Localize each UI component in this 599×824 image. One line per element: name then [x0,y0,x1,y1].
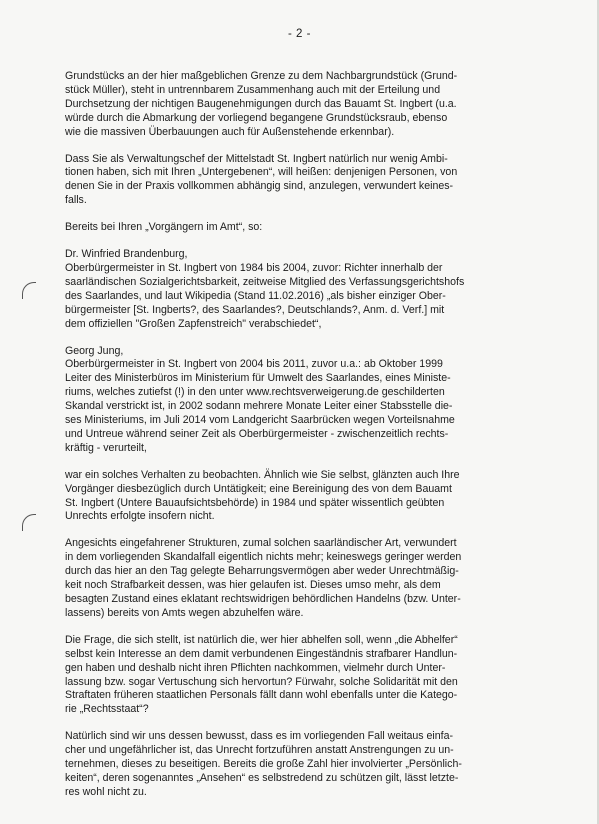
text-line: Leiter des Ministerbüros im Ministerium für Umwelt des Saarlandes, eines Ministe- [65,372,451,385]
document-body [65,70,545,800]
paragraph [65,345,545,456]
text-line: lassung bzw. sogar Vertuschung sich hervortun? Fürwahr, solche Solidarität mit den [65,675,458,688]
text-line: Natürlich sind wir uns dessen bewusst, dass es im vorliegenden Fall weitaus einfa- [65,730,454,743]
text-line: Die Frage, die sich stellt, ist natürlich die, wer hier abhelfen soll, wenn „die Abhelfer“ [65,633,458,646]
paragraph [65,153,545,209]
paragraph [65,730,545,800]
text-line: denen Sie in der Praxis vollkommen abhängig sind, anzulegen, verwundert keines- [65,180,454,193]
text-line: falls. [65,194,87,207]
text-line: cher und ungefährlicher ist, das Unrecht fortzuführen anstatt Anstrengungen zu un- [65,744,454,757]
text-line: ses Ministeriums, im Juli 2014 vom Landgericht Saarbrücken wegen Vorteilsnahme [65,414,455,427]
text-line: rie „Rechtsstaat“? [65,703,149,716]
text-line: des Saarlandes, und laut Wikipedia (Stand 11.02.2016) „als bisher einziger Ober- [65,289,446,302]
text-line: Oberbürgermeister in St. Ingbert von 2004 bis 2011, zuvor u.a.: ab Oktober 1999 [65,358,443,371]
page-number: - 2 - [288,28,311,40]
punch-hole-mark [22,282,36,299]
paragraph [65,70,545,140]
text-line: Unrechts erfolgte insofern nicht. [65,510,215,523]
text-line: war ein solches Verhalten zu beobachten. Ähnlich wie Sie selbst, glänzten auch Ihre [65,468,460,481]
text-line: Skandal verstrickt ist, in 2002 sodann mehrere Monate Leiter einer Stabsstelle die- [65,400,453,413]
text-line: Vorgänger diesbezüglich durch Untätigkeit; eine Bereinigung des von dem Bauamt [65,482,452,495]
text-line: und Untreue während seiner Zeit als Oberbürgermeister - zwischenzeitlich rechts- [65,427,449,440]
paragraph [65,248,545,331]
text-line: stück Müller), steht in untrennbarem Zusammenhang auch mit der Erteilung und [65,83,441,96]
text-line: durch das hier an den Tag gelegte Beharrungsvermögen aber weder Unrechtmäßig- [65,565,459,578]
text-line: dem offiziellen "Großen Zapfenstreich" verabschiedet“, [65,317,322,330]
text-line: Dass Sie als Verwaltungschef der Mittelstadt St. Ingbert natürlich nur wenig Ambi- [65,152,448,165]
text-line: Georg Jung, [65,344,124,357]
text-line: Bereits bei Ihren „Vorgängern im Amt“, so: [65,221,263,234]
text-line: Grundstücks an der hier maßgeblichen Grenze zu dem Nachbargrundstück (Grund- [65,70,458,82]
text-line: riums, welches zutiefst (!) in den unter www.rechtsverweigerung.de geschilderten [65,386,445,399]
text-line: wie die massiven Überbauungen auch für Außenstehende erkennbar). [65,125,395,138]
text-line: tionen haben, sich mit Ihren „Untergebenen“, will heißen: denjenigen Personen, von [65,166,458,179]
text-line: Oberbürgermeister in St. Ingbert von 1984 bis 2004, zuvor: Richter innerhalb der [65,261,443,274]
text-line: Angesichts eingefahrener Strukturen, zumal solchen saarländischer Art, verwundert [65,537,457,550]
paragraph [65,469,545,525]
text-line: St. Ingbert (Untere Bauaufsichtsbehörde) in 1984 und später wissentlich geübten [65,496,445,509]
text-line: Dr. Winfried Brandenburg, [65,248,188,261]
paragraph [65,634,545,717]
text-line: res wohl nicht zu. [65,785,147,798]
text-line: ternehmen, dieses zu beseitigen. Bereits die große Zahl hier involvierter „Persönlich- [65,758,462,771]
paragraph [65,221,545,235]
text-line: kräftig - verurteilt, [65,441,147,454]
text-line: keiten“, deren sogenanntes „Ansehen“ es selbstredend zu schützen gilt, lässt letzte- [65,771,459,784]
text-line: saarländischen Sozialgerichtsbarkeit, zeitweise Mitglied des Verfassungsgerichtshofs [65,275,465,288]
text-line: Durchsetzung der nichtigen Baugenehmigungen durch das Bauamt St. Ingbert (u.a. [65,97,457,110]
text-line: Straftaten früheren staatlichen Personals fällt dann wohl ebenfalls unter die Katego- [65,689,458,702]
text-line: selbst kein Interesse an dem damit verbundenen Eingeständnis strafbarer Handlun- [65,647,458,660]
text-line: besagten Zustand eines eklatant rechtswidrigen behördlichen Handelns (bzw. Unter- [65,593,461,605]
paragraph [65,537,545,620]
text-line: lassens) bereits von Amts wegen abzuhelfen wäre. [65,606,304,619]
text-line: bürgermeister [St. Ingberts?, des Saarlandes?, Deutschlands?, Anm. d. Verf.] mit [65,303,445,316]
text-line: in dem vorliegenden Skandalfall eigentlich nichts mehr; keineswegs geringer werden [65,551,462,564]
punch-hole-mark [22,514,36,531]
text-line: würde durch die Abmarkung der vorliegend begangene Grundstücksraub, ebenso [65,111,448,124]
text-line: keit noch Strafbarkeit dessen, was hier gelaufen ist. Dieses umso mehr, als dem [65,579,441,592]
text-line: gen haben und deshalb nicht ihren Pflichten nachkommen, vielmehr durch Unter- [65,661,446,674]
